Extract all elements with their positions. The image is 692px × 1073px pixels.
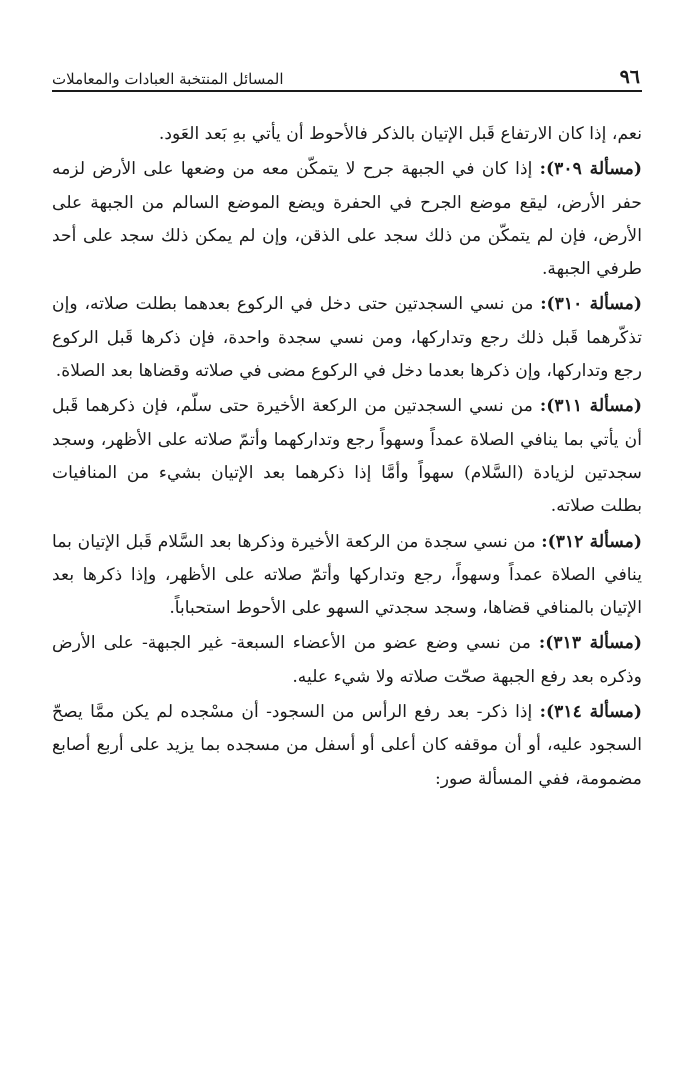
paragraph-text: إذا ذكر- بعد رفع الرأس من السجود- أن مسْجده لم يكن ممَّا يصحّ السجود عليه، أو أن موقفه كان أعلى أو أسفل من مسجده بما يزيد على أربع أصابع مضمومة، ففي المسألة صور: [52, 702, 642, 789]
issue-313 [52, 627, 642, 694]
issue-label: (مسألة ٣١١): [539, 396, 642, 417]
paragraph-text: نعم، إذا كان الارتفاع قَبل الإتيان بالذكر فالأحوط أن يأتي بهِ بَعد العَود. [158, 124, 642, 144]
body-text [52, 118, 642, 796]
paragraph-text: من نسي سجدة من الركعة الأخيرة وذكرها بعد السَّلام قَبل الإتيان بما ينافي الصلاة عمداً وسهواً، رجع وتداركها وأتمّ صلاته على الأظهر، وإذا ذكرها بعد الإتيان بالمنافي قضاها، وسجد سجدتي السهو على الأحوط استحباباً. [52, 531, 642, 619]
document-page [52, 60, 642, 798]
paragraph-intro [52, 118, 642, 151]
issue-311 [52, 390, 642, 523]
paragraph-text: من نسي وضع عضو من الأعضاء السبعة- غير الجبهة- على الأرض وذكره بعد رفع الجبهة صحّت صلاته ولا شيء عليه. [52, 633, 642, 687]
issue-label: (مسألة ٣١٢): [541, 531, 643, 552]
issue-309 [52, 153, 642, 286]
issue-310 [52, 288, 642, 388]
issue-312 [52, 526, 642, 626]
paragraph-text: من نسي السجدتين من الركعة الأخيرة حتى سلّم، فإن ذكرهما قَبل أن يأتي بما ينافي الصلاة عمداً وسهواً رجع وتداركهما وأتمّ صلاته على الأظهر، وسجد سجدتين لزيادة (السَّلام) سهواً وأمَّا إذا ذكرهما بعد الإتيان بشيء من المنافيات بطلت صلاته. [52, 396, 642, 517]
issue-label: (مسألة ٣١٤): [539, 702, 642, 723]
issue-label: (مسألة ٣١٣): [538, 633, 642, 654]
issue-label: (مسألة ٣٠٩): [539, 159, 642, 180]
page-number: ٩٦ [619, 66, 640, 88]
running-title: المسائل المنتخبة العبادات والمعاملات [52, 70, 284, 88]
paragraph-text: من نسي السجدتين حتى دخل في الركوع بعدهما بطلت صلاته، وإن تذكّرهما قَبل ذلك رجع وتداركها، ومن نسي سجدة واحدة، فإن ذكرها قَبل الركوع رجع وتداركها، وإن ذكرها بعدما دخل في الركوع مضى في صلاته وقضاها بعد الصلاة. [52, 294, 642, 382]
paragraph-text: إذا كان في الجبهة جرح لا يتمكّن معه من وضعها على الأرض لزمه حفر الأرض، ليقع موضع الجرح في الحفرة ويضع الموضع السالم من الجبهة على الأرض، فإن لم يتمكّن من ذلك سجد على الذقن، وإن لم يمكن ذلك سجد على أحد طرفي الجبهة. [52, 159, 642, 280]
issue-label: (مسألة ٣١٠): [540, 294, 643, 315]
issue-314 [52, 696, 642, 796]
page-header [52, 60, 642, 92]
